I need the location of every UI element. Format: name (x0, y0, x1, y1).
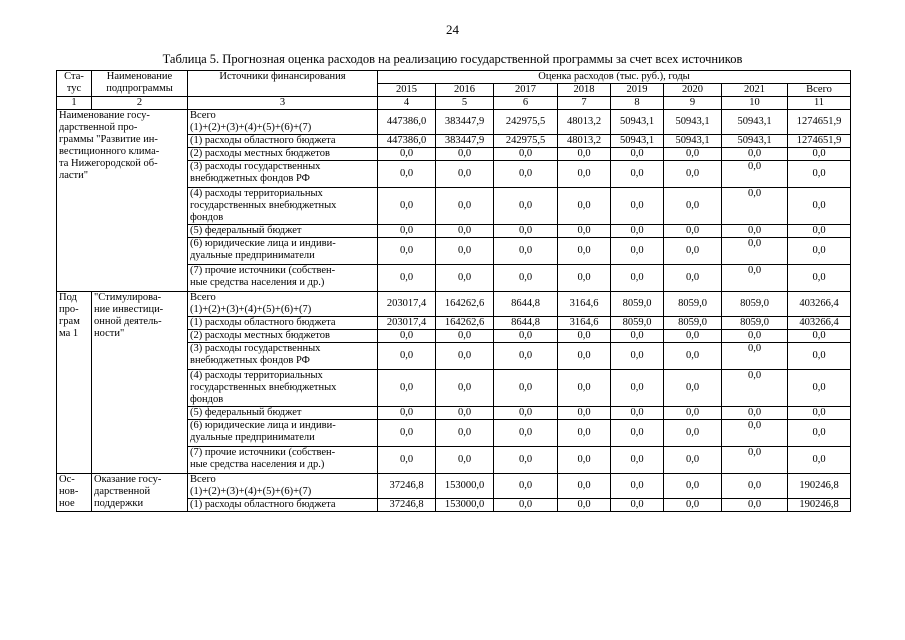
year-value-cell: 0,0 (722, 370, 788, 407)
year-value-cell: 0,0 (436, 238, 494, 265)
year-value-cell: 3164,6 (558, 317, 611, 330)
table-caption: Таблица 5. Прогнозная оценка расходов на реализацию государственной программы за счет всех источников (162, 52, 743, 66)
year-value-cell: 0,0 (494, 188, 558, 225)
year-value-cell: 0,0 (664, 161, 722, 188)
year-value-cell: 0,0 (436, 407, 494, 420)
year-value-cell: 50943,1 (611, 135, 664, 148)
year-value-cell: 0,0 (664, 343, 722, 370)
header-year: 2017 (494, 84, 558, 97)
year-value-cell: 242975,5 (494, 110, 558, 135)
total-value-cell: 403266,4 (788, 317, 851, 330)
header-year: 2020 (664, 84, 722, 97)
year-value-cell: 0,0 (558, 474, 611, 499)
year-value-cell: 164262,6 (436, 292, 494, 317)
year-value-cell: 153000,0 (436, 499, 494, 512)
year-value-cell: 0,0 (611, 330, 664, 343)
year-value-cell: 0,0 (611, 148, 664, 161)
year-value-cell: 0,0 (436, 420, 494, 447)
header-status: Ста- тус (57, 71, 92, 97)
total-value-cell: 0,0 (788, 225, 851, 238)
year-value-cell: 0,0 (378, 265, 436, 292)
year-value-cell: 0,0 (722, 330, 788, 343)
source-cell: (6) юридические лица и индиви- дуальные предприниматели (188, 420, 378, 447)
year-value-cell: 0,0 (722, 343, 788, 370)
year-value-cell: 37246,8 (378, 499, 436, 512)
year-value-cell: 48013,2 (558, 135, 611, 148)
total-value-cell: 0,0 (788, 161, 851, 188)
year-value-cell: 0,0 (378, 238, 436, 265)
table-body (57, 110, 851, 512)
year-value-cell: 0,0 (722, 148, 788, 161)
year-value-cell: 0,0 (664, 420, 722, 447)
year-value-cell: 0,0 (611, 225, 664, 238)
year-value-cell: 0,0 (722, 225, 788, 238)
year-value-cell: 0,0 (722, 474, 788, 499)
source-cell: Всего (1)+(2)+(3)+(4)+(5)+(6)+(7) (188, 474, 378, 499)
source-cell: (3) расходы государственных внебюджетных фондов РФ (188, 343, 378, 370)
year-value-cell: 0,0 (378, 343, 436, 370)
year-value-cell: 0,0 (436, 447, 494, 474)
year-value-cell: 0,0 (378, 420, 436, 447)
total-value-cell: 0,0 (788, 330, 851, 343)
source-cell: Всего (1)+(2)+(3)+(4)+(5)+(6)+(7) (188, 292, 378, 317)
total-value-cell: 1274651,9 (788, 135, 851, 148)
year-value-cell: 242975,5 (494, 135, 558, 148)
source-cell: (7) прочие источники (собствен- ные средства населения и др.) (188, 265, 378, 292)
year-value-cell: 50943,1 (722, 135, 788, 148)
year-value-cell: 0,0 (664, 188, 722, 225)
year-value-cell: 0,0 (378, 370, 436, 407)
year-value-cell: 0,0 (436, 370, 494, 407)
total-value-cell: 1274651,9 (788, 110, 851, 135)
total-value-cell: 0,0 (788, 407, 851, 420)
source-cell: (1) расходы областного бюджета (188, 317, 378, 330)
source-cell: (4) расходы территориальных государственных внебюджетных фондов (188, 188, 378, 225)
source-cell: Всего (1)+(2)+(3)+(4)+(5)+(6)+(7) (188, 110, 378, 135)
col-number: 5 (436, 97, 494, 110)
year-value-cell: 164262,6 (436, 317, 494, 330)
year-value-cell: 0,0 (558, 225, 611, 238)
year-value-cell: 447386,0 (378, 135, 436, 148)
header-sources: Источники финансирования (188, 71, 378, 97)
year-value-cell: 0,0 (611, 343, 664, 370)
year-value-cell: 0,0 (436, 343, 494, 370)
year-value-cell: 0,0 (378, 407, 436, 420)
total-value-cell: 0,0 (788, 238, 851, 265)
year-value-cell: 0,0 (558, 370, 611, 407)
year-value-cell: 0,0 (494, 420, 558, 447)
total-value-cell: 0,0 (788, 370, 851, 407)
year-value-cell: 3164,6 (558, 292, 611, 317)
year-value-cell: 0,0 (494, 238, 558, 265)
year-value-cell: 203017,4 (378, 292, 436, 317)
total-value-cell: 403266,4 (788, 292, 851, 317)
table-row (57, 474, 851, 499)
table-row (57, 292, 851, 317)
year-value-cell: 0,0 (378, 161, 436, 188)
year-value-cell: 0,0 (558, 420, 611, 447)
col-number: 9 (664, 97, 722, 110)
year-value-cell: 0,0 (558, 265, 611, 292)
year-value-cell: 0,0 (611, 420, 664, 447)
col-number: 7 (558, 97, 611, 110)
total-value-cell: 0,0 (788, 420, 851, 447)
year-value-cell: 8059,0 (611, 317, 664, 330)
year-value-cell: 0,0 (436, 148, 494, 161)
year-value-cell: 0,0 (722, 499, 788, 512)
year-value-cell: 0,0 (722, 420, 788, 447)
year-value-cell: 0,0 (558, 238, 611, 265)
header-estimate: Оценка расходов (тыс. руб.), годы (378, 71, 851, 84)
year-value-cell: 0,0 (436, 225, 494, 238)
year-value-cell: 8644,8 (494, 317, 558, 330)
year-value-cell: 0,0 (722, 407, 788, 420)
year-value-cell: 0,0 (558, 188, 611, 225)
year-value-cell: 0,0 (611, 407, 664, 420)
year-value-cell: 8059,0 (722, 317, 788, 330)
header-year: 2016 (436, 84, 494, 97)
status-cell: Под про- грам ма 1 (57, 292, 92, 474)
page-number: 24 (446, 22, 459, 37)
year-value-cell: 0,0 (722, 265, 788, 292)
header-year: 2015 (378, 84, 436, 97)
status-cell: Ос- нов- ное (57, 474, 92, 512)
year-value-cell: 0,0 (664, 148, 722, 161)
year-value-cell: 0,0 (722, 188, 788, 225)
year-value-cell: 0,0 (664, 474, 722, 499)
col-number: 1 (57, 97, 92, 110)
source-cell: (1) расходы областного бюджета (188, 135, 378, 148)
year-value-cell: 0,0 (664, 370, 722, 407)
year-value-cell: 0,0 (436, 188, 494, 225)
year-value-cell: 0,0 (611, 238, 664, 265)
total-value-cell: 190246,8 (788, 474, 851, 499)
year-value-cell: 0,0 (722, 447, 788, 474)
year-value-cell: 0,0 (664, 265, 722, 292)
year-value-cell: 0,0 (494, 161, 558, 188)
year-value-cell: 8059,0 (722, 292, 788, 317)
col-number: 6 (494, 97, 558, 110)
year-value-cell: 50943,1 (722, 110, 788, 135)
col-number: 4 (378, 97, 436, 110)
year-value-cell: 0,0 (611, 161, 664, 188)
year-value-cell: 0,0 (494, 343, 558, 370)
subprogram-name-cell: Оказание госу- дарственной поддержки (92, 474, 188, 512)
year-value-cell: 8644,8 (494, 292, 558, 317)
source-cell: (5) федеральный бюджет (188, 225, 378, 238)
col-number: 3 (188, 97, 378, 110)
source-cell: (1) расходы областного бюджета (188, 499, 378, 512)
year-value-cell: 0,0 (558, 330, 611, 343)
source-cell: (2) расходы местных бюджетов (188, 148, 378, 161)
year-value-cell: 0,0 (494, 407, 558, 420)
year-value-cell: 0,0 (664, 447, 722, 474)
year-value-cell: 0,0 (436, 161, 494, 188)
year-value-cell: 0,0 (378, 447, 436, 474)
col-number: 10 (722, 97, 788, 110)
year-value-cell: 8059,0 (611, 292, 664, 317)
year-value-cell: 0,0 (611, 499, 664, 512)
year-value-cell: 203017,4 (378, 317, 436, 330)
budget-table (56, 70, 851, 512)
year-value-cell: 153000,0 (436, 474, 494, 499)
year-value-cell: 48013,2 (558, 110, 611, 135)
subprogram-name-cell: "Стимулирова- ние инвестици- онной деятель- ности" (92, 292, 188, 474)
year-value-cell: 0,0 (664, 238, 722, 265)
year-value-cell: 0,0 (558, 148, 611, 161)
total-value-cell: 0,0 (788, 447, 851, 474)
year-value-cell: 0,0 (494, 370, 558, 407)
source-cell: (3) расходы государственных внебюджетных фондов РФ (188, 161, 378, 188)
year-value-cell: 0,0 (494, 499, 558, 512)
source-cell: (5) федеральный бюджет (188, 407, 378, 420)
year-value-cell: 0,0 (558, 343, 611, 370)
year-value-cell: 37246,8 (378, 474, 436, 499)
total-value-cell: 0,0 (788, 148, 851, 161)
header-year: 2018 (558, 84, 611, 97)
year-value-cell: 0,0 (664, 499, 722, 512)
total-value-cell: 190246,8 (788, 499, 851, 512)
year-value-cell: 8059,0 (664, 292, 722, 317)
year-value-cell: 0,0 (436, 265, 494, 292)
year-value-cell: 0,0 (611, 370, 664, 407)
header-total: Всего (788, 84, 851, 97)
year-value-cell: 0,0 (378, 148, 436, 161)
year-value-cell: 0,0 (378, 225, 436, 238)
year-value-cell: 0,0 (494, 265, 558, 292)
year-value-cell: 8059,0 (664, 317, 722, 330)
year-value-cell: 50943,1 (664, 135, 722, 148)
year-value-cell: 0,0 (611, 265, 664, 292)
year-value-cell: 0,0 (378, 188, 436, 225)
source-cell: (4) расходы территориальных государственных внебюджетных фондов (188, 370, 378, 407)
year-value-cell: 0,0 (611, 447, 664, 474)
year-value-cell: 0,0 (611, 474, 664, 499)
source-cell: (6) юридические лица и индиви- дуальные предприниматели (188, 238, 378, 265)
year-value-cell: 0,0 (611, 188, 664, 225)
year-value-cell: 0,0 (494, 330, 558, 343)
header-subprogram: Наименование подпрограммы (92, 71, 188, 97)
total-value-cell: 0,0 (788, 188, 851, 225)
source-cell: (2) расходы местных бюджетов (188, 330, 378, 343)
total-value-cell: 0,0 (788, 265, 851, 292)
col-number: 11 (788, 97, 851, 110)
year-value-cell: 0,0 (558, 447, 611, 474)
year-value-cell: 383447,9 (436, 135, 494, 148)
header-year: 2019 (611, 84, 664, 97)
year-value-cell: 0,0 (558, 407, 611, 420)
year-value-cell: 0,0 (558, 161, 611, 188)
year-value-cell: 0,0 (494, 225, 558, 238)
year-value-cell: 0,0 (558, 499, 611, 512)
year-value-cell: 0,0 (722, 238, 788, 265)
year-value-cell: 383447,9 (436, 110, 494, 135)
year-value-cell: 0,0 (436, 330, 494, 343)
subprogram-name-cell: Наименование госу- дарственной про- граммы "Развитие ин- вестиционного клима- та Нижегородской об- ласти" (57, 110, 188, 292)
year-value-cell: 0,0 (378, 330, 436, 343)
table-row (57, 110, 851, 135)
year-value-cell: 0,0 (494, 447, 558, 474)
year-value-cell: 0,0 (722, 161, 788, 188)
year-value-cell: 50943,1 (611, 110, 664, 135)
year-value-cell: 447386,0 (378, 110, 436, 135)
total-value-cell: 0,0 (788, 343, 851, 370)
year-value-cell: 0,0 (664, 225, 722, 238)
year-value-cell: 0,0 (494, 148, 558, 161)
year-value-cell: 0,0 (664, 407, 722, 420)
year-value-cell: 0,0 (664, 330, 722, 343)
header-year: 2021 (722, 84, 788, 97)
source-cell: (7) прочие источники (собствен- ные средства населения и др.) (188, 447, 378, 474)
col-number: 8 (611, 97, 664, 110)
year-value-cell: 0,0 (494, 474, 558, 499)
col-number: 2 (92, 97, 188, 110)
year-value-cell: 50943,1 (664, 110, 722, 135)
